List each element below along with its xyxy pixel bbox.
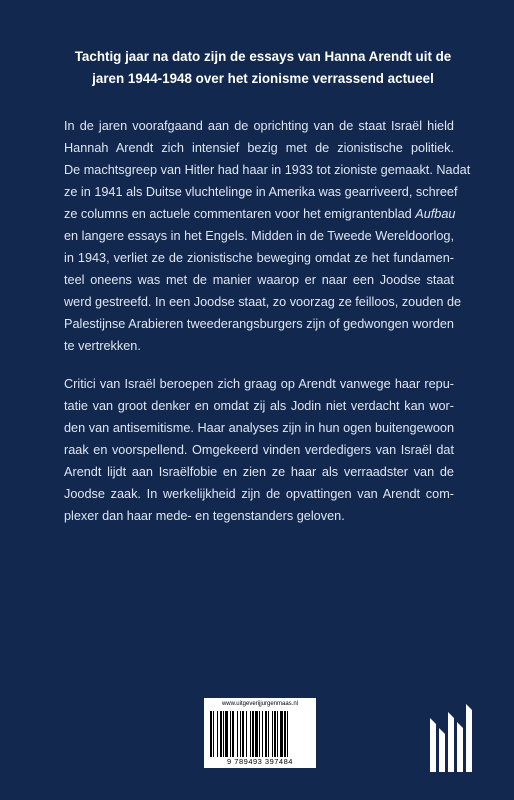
paragraph-1-line: Hannah Arendt zich intensief bezig met de zionistische politiek.: [64, 141, 454, 155]
barcode-bar: [277, 711, 278, 757]
barcode-bar: [259, 711, 260, 757]
barcode-bar: [284, 711, 286, 757]
paragraph-2-line: tatie van groot denker en omdat zij als Jodin niet verdacht kan wor-: [64, 399, 454, 413]
paragraph-2-line: Critici van Israël beroepen zich graag op Arendt vanwege haar repu-: [64, 377, 454, 391]
barcode-bar: [225, 711, 228, 757]
isbn-barcode: [204, 698, 316, 768]
paragraph-1-line: De machtsgreep van Hitler had haar in 1933 tot zioniste gemaakt. Nadat: [64, 163, 471, 177]
barcode-bar: [280, 711, 283, 757]
paragraph-1-line: in 1943, verliet ze de zionistische beweging omdat ze het fundamen-: [64, 251, 454, 265]
barcode-bar: [250, 711, 251, 757]
barcode-bar: [217, 711, 218, 757]
barcode-bar: [262, 711, 263, 757]
paragraph-1-line: [64, 203, 454, 225]
paragraph-1-line-text: ze columns en actuele commentaren voor het emigrantenblad: [64, 207, 412, 221]
barcode-bar: [223, 711, 224, 757]
barcode-bar: [272, 711, 273, 757]
barcode-bar: [210, 711, 212, 757]
paragraph-2-line: plexer dan haar mede- en tegenstanders geloven.: [64, 509, 345, 523]
paragraph-1-line: en langere essays in het Engels. Midden in de Tweede Wereldoorlog,: [64, 229, 454, 243]
barcode-bars: [210, 711, 310, 757]
paragraph-1-line: teel oneens was met de manier waarop er naar een Joodse staat: [64, 273, 454, 287]
barcode-bar: [255, 711, 258, 757]
paragraph-2-line: Arendt lijdt aan Israëlfobie en zien ze haar als verraadster van de: [64, 465, 454, 479]
paragraph-1-line: werd gestreefd. In een Joodse staat, zo voorzag ze feilloos, zouden de: [64, 295, 462, 309]
paragraph-2-line: Joodse zaak. In werkelijkheid zijn de opvattingen van Arendt com-: [64, 487, 454, 501]
headline: [58, 46, 468, 90]
barcode-bar: [242, 711, 244, 757]
isbn-number: 9 789493 397484: [227, 757, 293, 766]
paragraph-2-line: raak en voorspellend. Omgekeerd vinden verdedigers van Israël dat: [64, 443, 454, 457]
barcode-bar: [213, 711, 214, 757]
barcode-bar: [252, 711, 254, 757]
description-paragraph-1: [64, 115, 471, 357]
barcode-bar: [232, 711, 234, 757]
barcode-bar: [246, 711, 247, 757]
barcode-bar: [274, 711, 276, 757]
barcode-bar: [265, 711, 267, 757]
headline-line-2: jaren 1944-1948 over het zionisme verrassend actueel: [92, 71, 434, 86]
barcode-bar: [230, 711, 231, 757]
publisher-logo-icon: [430, 704, 476, 772]
publisher-url: www.uitgeverijjurgenmaas.nl: [221, 701, 299, 707]
description-paragraph-2: [64, 373, 454, 527]
paragraph-1-line: In de jaren voorafgaand aan de oprichting van de staat Israël hield: [64, 119, 454, 133]
headline-line-1: Tachtig jaar na dato zijn de essays van Hanna Arendt uit de: [74, 49, 452, 64]
barcode-bar: [240, 711, 241, 757]
barcode-bar: [220, 711, 222, 757]
paragraph-1-line: ze in 1941 als Duitse vluchtelinge in Amerika was gearriveerd, schreef: [64, 185, 458, 199]
barcode-bar: [287, 711, 288, 757]
barcode-bar: [268, 711, 269, 757]
paragraph-2-line: den van antisemitisme. Haar analyses zijn in hun ogen buitengewoon: [64, 421, 454, 435]
barcode-bar: [237, 711, 238, 757]
paragraph-1-line: Palestijnse Arabieren tweederangsburgers zijn of gedwongen worden: [64, 317, 454, 331]
paragraph-1-line: te vertrekken.: [64, 339, 141, 353]
periodical-title: Aufbau: [415, 207, 456, 221]
